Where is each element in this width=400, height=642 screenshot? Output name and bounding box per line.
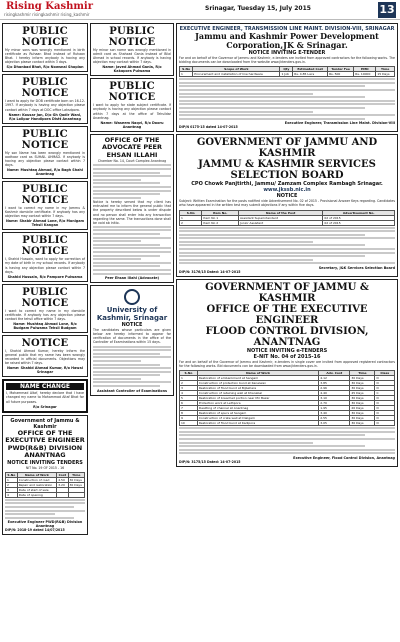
table-cell: Item No 2	[202, 220, 239, 225]
table-cell: 4.40	[319, 391, 350, 396]
table-cell: 3	[180, 386, 198, 391]
table-row	[180, 421, 395, 426]
table-header-cell: Time	[68, 472, 85, 477]
table-cell: D	[375, 421, 395, 426]
table-cell: Repair and restoration	[17, 482, 56, 487]
table-cell: Construction of retaining wall at Khanabal	[197, 391, 318, 396]
table-cell: 30 Days	[68, 482, 85, 487]
notice-heading: NOTICE	[21, 337, 69, 349]
jkpdc-table	[179, 66, 395, 77]
table-cell: Rs. 4.85 Lacs	[293, 72, 328, 77]
jkssb-address: CPO Chowk Panjtirthi, Jammu/ Zamzam Complex Rambagh Srinagar.	[191, 181, 383, 188]
table-cell: 2	[6, 482, 18, 487]
notice-body: I want to apply for DOB certificate born on 16-12-1997. If anybody is having any objection please contact within 7 days at DOC office Laksdpora.	[5, 99, 85, 112]
table-row	[180, 72, 395, 77]
jkssb-sign: Secretary, J&K Services Selection Board	[318, 266, 395, 271]
notice-body: I, Shahid Ahmad Kumar, hereby inform the general public that my name has been wrongly recorded in official documents. Objections may be raised within 7 days.	[5, 348, 85, 366]
table-cell: 3.40	[319, 411, 350, 416]
advocate-fine-print-2	[93, 226, 171, 275]
table-cell: 30 Days	[350, 411, 375, 416]
university-seal-icon	[124, 289, 140, 305]
name-change-box	[2, 379, 88, 412]
pwd-title: OFFICE OF THE EXECUTIVE ENGINEER PWD(R&B) DIVISION ANANTNAG	[5, 428, 85, 460]
table-header-cell: S.No	[7, 472, 16, 477]
pwd-nit: NIT No. 19 OF 2015 - 16	[25, 465, 65, 470]
table-cell: D	[375, 386, 395, 391]
notice-body: My minor sons was wrongly mentioned in birth certificate as Ruhaan Bhat instead of Ruhaan Bhat. I hereby inform anybody is having any objection please contact within 3 days.	[5, 48, 85, 65]
pwd-fine-print	[5, 499, 85, 519]
jkpdc-ref: DIP/N 0175-15 dated 14-07-2015	[179, 125, 238, 130]
table-cell: 4	[6, 492, 18, 497]
public-notice	[2, 181, 88, 230]
university-notice-label: NOTICE	[121, 322, 143, 329]
col1-notices	[2, 23, 88, 377]
notice-signature: Name: Kousar Jan, D/o Gh Qadir Wani, R/o Lolipur Handipora Distt Anantnag	[8, 112, 82, 121]
table-cell: Restoration of spurs at Sangam	[197, 411, 318, 416]
table-cell: 2	[180, 220, 202, 225]
table-cell: Restoration of breached portion near Mir Bazar	[197, 396, 318, 401]
jkssb-title-2: JAMMU & KASHMIR SERVICES SELECTION BOARD	[198, 159, 376, 182]
table-row	[6, 492, 85, 497]
table-header-cell: S.No	[180, 210, 202, 215]
table-cell: 02 of 2015	[323, 220, 395, 225]
university-notice	[90, 285, 174, 396]
table-header-cell: Name of Work	[197, 371, 318, 376]
flood-tender	[176, 279, 398, 467]
newspaper-logo: Rising Kashmir	[6, 1, 94, 12]
table-cell: Rs. 10000	[354, 72, 376, 77]
flood-subtitle: NOTICE INVITING e-TENDERS	[246, 348, 328, 355]
advocate-body: Notice is hereby served that my client has entrusted me to inform the general public that the property described below is under dispute and no person shall enter into any transaction regarding the same. The transactions done shall be void ab initio.	[93, 200, 171, 225]
jkssb-title: GOVERNMENT OF JAMMU AND KASHMIR	[196, 137, 378, 160]
flood-body: For and on behalf of the Governor of Jammu and Kashmir, e-tenders in single cover are invited from approved registered contractors for the following works. Bid documents can be downloaded from www.jktenders.gov.in.	[179, 360, 395, 369]
notice-signature: Name: Waseem Naqvi, R/o Dooru Anantnag	[100, 120, 164, 129]
table-cell: 30 Days	[350, 401, 375, 406]
name-change-body: I, Mohammad Altaf, hereby declare that I have changed my name to Mohammad Altaf Bhat for all future purposes.	[6, 391, 84, 404]
notice-heading: PUBLIC NOTICE	[21, 128, 69, 151]
notice-signature: Name: Shahid Ahmad Kumar, R/o Hawal Srinagar	[7, 366, 83, 375]
public-notice	[90, 23, 174, 76]
university-body: The candidates whose particulars are given below are hereby informed to appear for verification of documents in the office of the Controller of Examinations within 15 days.	[93, 328, 171, 345]
jkpdc-tender	[176, 23, 398, 132]
table-cell: Desilting of channel at Anantnag	[197, 406, 318, 411]
table-cell: Date of start of sale	[17, 487, 56, 492]
jkssb-table	[179, 210, 395, 226]
table-cell: 30 Days	[350, 396, 375, 401]
table-header-cell: Time	[350, 371, 375, 376]
table-cell: 20 Days	[350, 406, 375, 411]
jkssb-fine-print	[179, 227, 395, 265]
table-cell: Restoration of flood bund at Kadipora	[197, 421, 318, 426]
notice-body: My minor son name was wrongly mentioned in admit card as Shahzad Gania instead of Bilal Ahmad in school records. If anybody is having objection may contact within 7 days.	[93, 48, 171, 65]
notice-signature: Name: Mushtaq Ahmad, R/o Bagh Shahi Anantnag	[7, 168, 83, 177]
table-header-cell: Name of Work	[17, 472, 56, 477]
name-change-sign: R/o Srinagar	[33, 404, 57, 409]
table-cell: C	[375, 391, 395, 396]
table-header-cell: Item No.	[202, 210, 239, 215]
public-notice	[2, 335, 88, 377]
table-cell: Junior Assistant	[239, 220, 323, 225]
table-header-cell: Qty	[280, 67, 293, 72]
notice-body: I, Shahid Hussain, want to apply for correction of my date of birth in my school records. If anybody is having any objection please contact within 7 days.	[5, 257, 85, 274]
table-cell: Construction of protection bund at Kanelwan	[197, 381, 318, 386]
table-cell: 4.12	[319, 376, 350, 381]
jkssb-website: www.jkssb.nic.in	[263, 187, 311, 194]
table-cell: 30 Days	[350, 376, 375, 381]
jkssb-body: Subject: Written Examination for the posts notified vide Advertisement No. 02 of 2015 - Provisional Answer Keys regarding. Candidates who have appeared in the written test may submit objections if any within five days.	[179, 199, 395, 208]
notice-signature: Name: Shabir Ahmad Lone, R/o Manigam Tehsil Kangan	[5, 219, 85, 228]
table-cell: 30 Days	[350, 386, 375, 391]
jkpdc-subtitle: NOTICE INVITING E-TENDER	[248, 50, 326, 56]
flood-ref: DIP/N: 3175/15 Dated: 14-07-2015	[179, 459, 241, 464]
jkpdc-org: Jammu and Kashmir Power Development Corporation,JK & Srinagar.	[195, 31, 379, 50]
flood-title-2: OFFICE OF THE EXECUTIVE ENGINEER	[206, 304, 368, 327]
flood-nit: E-NIT No. 04 of 2015-16	[253, 354, 321, 361]
table-cell: 3	[6, 487, 18, 492]
masthead	[0, 0, 400, 20]
table-cell: D	[375, 406, 395, 411]
table-cell: 5	[180, 396, 198, 401]
notice-signature: Name: Mushtaq Ahmad Lone, R/o Budgam Pulwama Tehsil Budgam	[13, 321, 77, 330]
notice-heading: PUBLIC NOTICE	[21, 235, 69, 258]
table-cell: D	[375, 396, 395, 401]
notice-heading: PUBLIC NOTICE	[21, 26, 69, 48]
table-cell: 10	[180, 421, 198, 426]
notice-heading: PUBLIC NOTICE	[21, 77, 69, 100]
flood-title: GOVERNMENT OF JAMMU & KASHMIR	[205, 282, 369, 305]
university-sign: Assistant Controller of Examinations	[96, 388, 167, 393]
pwd-ref: DIP/N: 2018-19 dated 14/07/2015	[5, 528, 65, 533]
table-cell	[57, 492, 68, 497]
jkssb-ref: DIP/N: 3176/15 Dated: 14-07-2015	[179, 270, 241, 275]
table-cell: 1.95	[319, 406, 350, 411]
jkpdc-title: EXECUTIVE ENGINEER, TRANSMISSION LINE MAINT. DIVISION-VIII, SRINAGAR	[179, 26, 395, 32]
table-cell: 1	[6, 477, 18, 482]
table-cell: 4	[180, 391, 198, 396]
table-cell: 2.96	[319, 386, 350, 391]
table-cell: 30 Days	[350, 416, 375, 421]
flood-title-3: FLOOD CONTROL DIVISION, ANANTNAG	[205, 326, 369, 349]
advocate-sign: Peer Ehsan Illahi (Advocate)	[104, 276, 160, 281]
table-cell: 3.85	[319, 381, 350, 386]
column-3	[176, 23, 398, 469]
pwd-org: Government of Jammu & Kashmir	[10, 417, 80, 430]
table-header-cell: S.No	[180, 371, 198, 376]
table-cell: 2	[180, 381, 198, 386]
pwd-sign: Executive Engineer PWD(R&B) Division Anantnag	[7, 520, 83, 529]
table-cell: D	[375, 376, 395, 381]
notice-heading: PUBLIC NOTICE	[108, 26, 156, 48]
table-cell: Procurement and installation of line hardware	[193, 72, 280, 77]
table-cell: 30 Days	[68, 477, 85, 482]
jkssb-notice-label: NOTICE	[276, 193, 298, 200]
jkpdc-sign: Executive Engineer, Transmission Line Maint. Division-VIII	[284, 121, 395, 126]
table-cell: Construction of road	[17, 477, 56, 482]
table-cell: 30 Days	[350, 381, 375, 386]
jkpdc-fine-print	[179, 78, 395, 120]
column-2	[90, 23, 174, 398]
table-header-cell: Name of the Post	[239, 210, 323, 215]
notice-signature: S/o Dhanbad Bhat, R/o Nowsnal Shopian	[6, 65, 84, 70]
col2-notices	[90, 23, 174, 132]
table-cell: 3.20	[57, 482, 68, 487]
notice-signature: Shahid Hussain, R/o Pampore Pulwama	[7, 274, 83, 279]
pwd-subtitle: NOTICE INVITING TENDERS	[7, 459, 83, 466]
pwd-tender-box	[2, 415, 88, 536]
table-cell: 1	[180, 72, 193, 77]
table-cell: 3.05	[319, 421, 350, 426]
table-header-cell: Adv. Cost	[319, 371, 350, 376]
table-cell: D	[375, 411, 395, 416]
notice-body: My son Name has been wrongly mentioned in aadhaar card as SUHAIL AHMAD. If anybody is having any objection please contact within 7 days.	[5, 150, 85, 167]
table-cell: 02 of 2015	[323, 215, 395, 220]
table-cell: 1	[180, 376, 198, 381]
table-header-cell: S.No	[180, 67, 193, 72]
table-cell	[68, 492, 85, 497]
table-header-cell: Scope of Work	[193, 67, 280, 72]
notice-body: I want to apply for state subject certificate. If anybody is having any objection please contact within 7 days at the office of Tehsildar Anantnag.	[93, 103, 171, 120]
flood-sign: Executive Engineer, Flood Control Division, Anantnag	[293, 455, 395, 460]
public-notice	[90, 78, 174, 131]
table-cell: 1	[180, 215, 202, 220]
public-notice	[2, 23, 88, 72]
table-cell: D	[375, 381, 395, 386]
table-cell: 7	[180, 406, 198, 411]
table-header-cell: Time	[376, 67, 395, 72]
table-cell: Date of opening	[17, 492, 56, 497]
table-cell: Construction of crate wall at Dialgam	[197, 416, 318, 421]
table-header-cell: Estimated Cost	[293, 67, 328, 72]
table-cell: 6	[180, 401, 198, 406]
table-cell: Rs. 500	[328, 72, 354, 77]
table-cell: Restoration of embankment at Sangam	[197, 376, 318, 381]
dateline: Srinagar, Tuesday 15, July 2015	[205, 5, 311, 12]
name-change-heading: NAME CHANGE	[6, 383, 84, 390]
notice-body: I want to correct my name in my domicile certificate. If anybody has any objection please contact the tehsil office within 7 days.	[5, 308, 85, 321]
public-notice	[2, 284, 88, 333]
table-cell: 30 Days	[350, 421, 375, 426]
table-header-cell: Advertisement No.	[323, 210, 395, 215]
public-notice	[2, 232, 88, 281]
jkssb-notice	[176, 134, 398, 277]
notice-heading: PUBLIC NOTICE	[21, 286, 69, 309]
table-cell: 8	[180, 411, 198, 416]
table-cell: 3.10	[319, 396, 350, 401]
notice-body: I want to correct my name in my Jammu & Kashmir domicile certificate. If anybody has any objection may contact within 7 days.	[5, 206, 85, 219]
advocate-title: OFFICE OF THE ADVOCATE PEER EHSAN ILLAHI	[102, 135, 162, 159]
page-number: 13	[379, 3, 395, 16]
social-handles: risingkashmir risingkashmir rising_kashmir	[4, 12, 90, 17]
advocate-fine-print	[93, 164, 171, 198]
table-row	[180, 220, 395, 225]
table-cell: 15 Days	[376, 72, 395, 77]
jkpdc-body: For and on behalf of the Governor of Jammu and Kashmir, e-tenders are invited from approved contractors for the following works. The bidding documents can be downloaded from the website www.jktenders.gov.in.	[179, 56, 395, 65]
table-header-cell: Class	[375, 371, 395, 376]
public-notice	[2, 74, 88, 123]
university-fine-print	[93, 346, 171, 388]
university-name: University of Kashmir, Srinagar	[96, 306, 168, 323]
table-cell: 2.70	[319, 401, 350, 406]
public-notice	[2, 126, 88, 179]
pwd-table	[5, 472, 85, 498]
table-cell: Item No 1	[202, 215, 239, 220]
table-header-cell: Tender Fee	[328, 67, 354, 72]
table-cell: 9	[180, 416, 198, 421]
table-cell: Assistant Superintendent	[239, 215, 323, 220]
table-cell: D	[375, 416, 395, 421]
table-cell: 2.55	[319, 416, 350, 421]
notice-signature: Name: Javed Ahmad Gania, R/o Kakapora Pulwama	[102, 65, 162, 74]
table-cell: D	[375, 401, 395, 406]
table-header-cell: EMD	[354, 67, 376, 72]
table-header-cell: Cost	[58, 472, 67, 477]
advocate-address: Chamber No. 14, Court Complex Anantnag	[97, 159, 167, 164]
column-1	[2, 23, 88, 537]
advocate-notice	[90, 134, 174, 283]
table-cell: Restoration of flood bund at Bijbehara	[197, 386, 318, 391]
flood-fine-print	[179, 427, 395, 454]
table-cell: Protection work at Lethpora	[197, 401, 318, 406]
flood-table	[179, 370, 395, 426]
table-cell: 45 Days	[350, 391, 375, 396]
notice-heading: PUBLIC NOTICE	[21, 184, 69, 207]
notice-heading: PUBLIC NOTICE	[108, 81, 156, 104]
table-cell: 4.50	[57, 477, 68, 482]
table-cell: 1 Job	[280, 72, 293, 77]
